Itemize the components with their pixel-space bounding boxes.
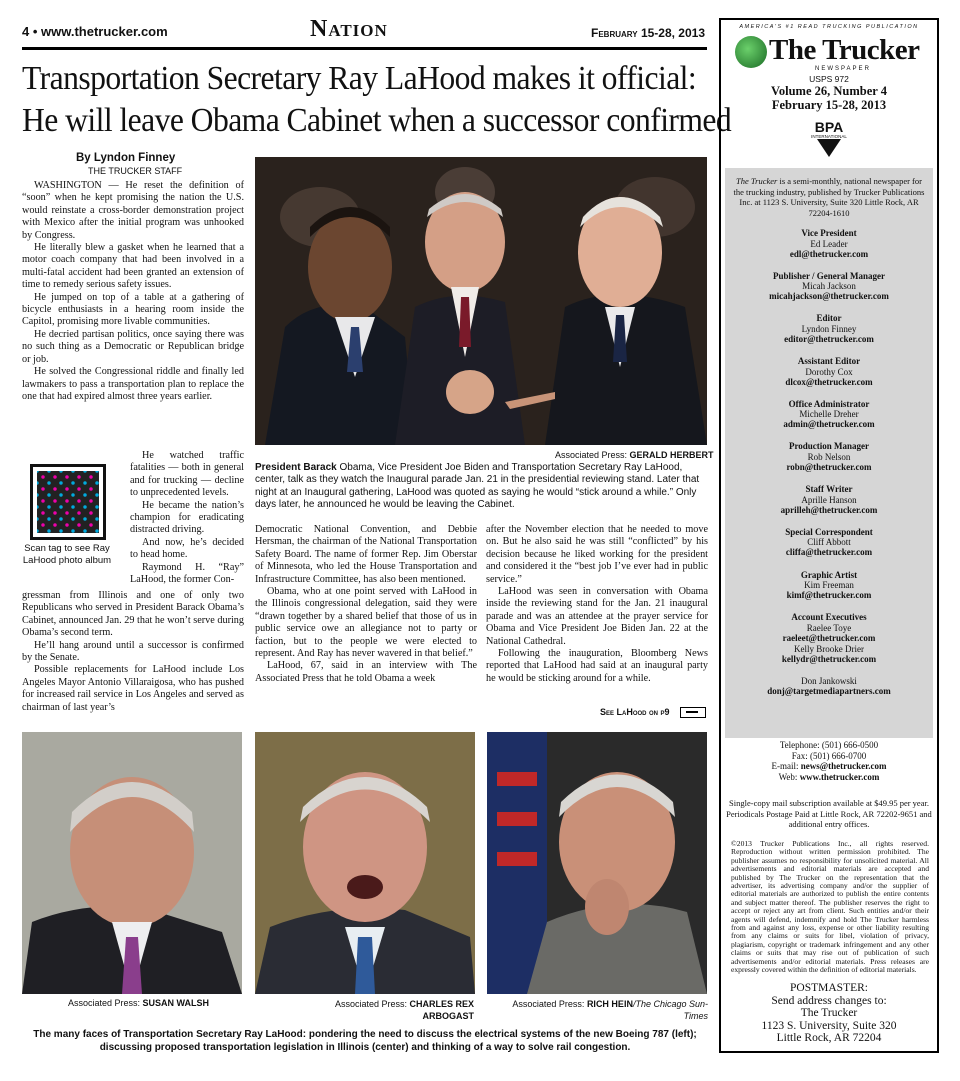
qr-caption: Scan tag to see Ray LaHood photo album	[22, 543, 112, 566]
staff-email[interactable]: admin@thetrucker.com	[783, 419, 875, 430]
paragraph: He decried partisan politics, once saying there was no such thing as a Democratic or Republican bridge or job.	[22, 328, 244, 365]
bpa-logo-icon	[809, 119, 849, 159]
staff-role: Production Manager	[788, 441, 870, 452]
caption-text: Obama, Vice President Joe Biden and Transportation Secretary Ray LaHood, center, talk as they watch the Inaugural parade Jan. 21 in the presidential reviewing stand. Later that night at an Inaugural gathering, LaHood was quoted as saying he would “stick around a while.” Only days later, he announced he would be leaving the Cabinet.	[255, 462, 700, 510]
photo-right	[487, 732, 707, 994]
staff-email[interactable]: micahjackson@thetrucker.com	[769, 291, 889, 302]
article-column-1-continued	[22, 590, 244, 714]
photo-left-credit	[68, 998, 209, 1008]
photo-left	[22, 732, 242, 994]
staff-name: Ed Leader	[810, 238, 848, 249]
article-column-1-narrow	[130, 450, 244, 586]
staff-name: Kim Freeman	[804, 580, 854, 590]
staff-role: Vice President	[801, 228, 857, 238]
photo-right-illustration	[487, 732, 707, 994]
staff-name: Cliff Abbott	[807, 537, 851, 548]
staff-item	[725, 676, 933, 704]
paragraph: He became the nation’s champion for eradicating distracted driving.	[130, 499, 244, 536]
credit-org: /The Chicago Sun-Times	[632, 999, 708, 1021]
subscription-info: Single-copy mail subscription available at $49.95 per year. Periodicals Postage Paid at Little Rock, AR 72202-9651 and additional entry offices.	[726, 798, 932, 829]
publication-intro	[731, 176, 927, 218]
paragraph: And now, he’s decided to head home.	[130, 536, 244, 561]
staff-item	[725, 612, 933, 644]
staff-role: Account Executives	[791, 612, 867, 623]
intro-publication-name: The Trucker	[736, 176, 778, 186]
staff-item	[725, 399, 933, 442]
postmaster-line: The Trucker	[800, 1007, 858, 1019]
photo-right-credit	[490, 998, 708, 1022]
staff-email[interactable]: kellydr@thetrucker.com	[781, 654, 877, 665]
masthead-sidebar	[719, 18, 939, 1053]
staff-list	[725, 228, 933, 704]
caption-lead: President Barack	[255, 462, 337, 473]
byline-staff: THE TRUCKER STAFF	[88, 166, 183, 176]
staff-email[interactable]: kimf@thetrucker.com	[786, 590, 872, 600]
paragraph: LaHood, 67, said in an interview with The Associated Press that he told Obama a week	[255, 660, 477, 684]
staff-name: Raelee Toye	[806, 622, 852, 633]
web-label: Web:	[778, 771, 800, 782]
main-photo-illustration	[255, 157, 707, 445]
paragraph: after the November election that he needed to move on. But he also said he was still “conflicted” by his decision because he liked working for the president and considered it the “best job I’ve ever had in public service.”	[486, 524, 708, 585]
globe-logo-icon	[735, 36, 767, 68]
paragraph: He watched traffic fatalities — both in general and for trucking — decline to unprecedented levels.	[130, 450, 244, 499]
headline	[22, 58, 732, 142]
intro-text: is a semi-monthly, national newspaper for the trucking industry, published by Trucker Publications Inc. at 1123 S. University, Suite 320 Little Rock, AR 72204-1610	[733, 176, 925, 218]
credit-name: GERALD HERBERT	[629, 450, 714, 460]
staff-role: Special Correspondent	[785, 526, 873, 537]
paragraph: Obama, who at one point served with LaHood in the Illinois congressional delegation, said they were “drawn together by a shared belief that those of us in public service owe an allegiance not to party or faction, but to the people we were elected to represent. And Ray has never wavered in that belief.”	[255, 586, 477, 660]
staff-item	[725, 228, 933, 271]
staff-role: Publisher / General Manager	[772, 270, 886, 281]
masthead-top	[725, 24, 933, 160]
email-line	[725, 761, 933, 772]
headline-line1: Transportation Secretary Ray LaHood makes it official:	[22, 60, 697, 97]
staff-name: Aprille Hanson	[801, 494, 857, 505]
paragraph: He literally blew a gasket when he learned that a motor coach company that had been involved in a multi-fatal accident had been granted an extension of time to remedy serious safety issues.	[22, 242, 244, 291]
photos-caption: The many faces of Transportation Secretary Ray LaHood: pondering the need to discuss the electrical systems of the new Boeing 787 (left); discussing proposed transportation legislation in Illinois (center) and thinking of a way to solve rail congestion.	[33, 1029, 697, 1053]
masthead-title: The Trucker	[769, 34, 920, 66]
photo-center	[255, 732, 475, 994]
paragraph: Possible replacements for LaHood include Los Angeles Mayor Antonio Villaraigosa, who has pushed for increased rail service in Los Angeles and served as chairman of last year’s	[22, 664, 244, 713]
staff-role: Editor	[816, 313, 842, 324]
contact-info	[725, 740, 933, 782]
staff-item	[725, 441, 933, 484]
page-number-site: 4 • www.thetrucker.com	[22, 24, 168, 39]
issue-date: February 15-28, 2013	[591, 26, 705, 40]
credit-prefix: Associated Press:	[334, 999, 410, 1009]
staff-item	[725, 484, 933, 527]
staff-email[interactable]: aprilleh@thetrucker.com	[780, 504, 878, 515]
paragraph: He jumped on top of a table at a gathering of bicycle enthusiasts in a hearing room inside the Capitol, promising more livable communities.	[22, 291, 244, 328]
staff-role: Staff Writer	[805, 484, 853, 495]
postmaster-line: 1123 S. University, Suite 320	[761, 1019, 897, 1032]
paragraph: Raymond H. “Ray” LaHood, the former Con-	[130, 561, 244, 586]
postmaster-line: Little Rock, AR 72204	[776, 1032, 882, 1044]
fax: Fax: (501) 666-0700	[791, 750, 867, 761]
staff-name: Rob Nelson	[807, 451, 851, 462]
main-photo-caption	[255, 462, 707, 511]
article-column-2	[255, 524, 477, 685]
masthead-tagline: AMERICA'S #1 READ TRUCKING PUBLICATION	[739, 24, 919, 30]
volume-info	[725, 84, 933, 112]
postmaster-info	[725, 982, 933, 1045]
photo-center-credit	[302, 998, 474, 1022]
email-link[interactable]: news@thetrucker.com	[800, 761, 887, 771]
paragraph: Following the inauguration, Bloomberg News reported that LaHood had said at an inaugural party he would be sticking around for a while.	[486, 648, 708, 684]
staff-role: Graphic Artist	[800, 569, 858, 580]
staff-email[interactable]: dlcox@thetrucker.com	[785, 376, 873, 387]
bpa-subtext: INTERNATIONAL	[811, 134, 847, 139]
article-column-1	[22, 180, 244, 403]
qr-code[interactable]	[30, 464, 106, 540]
staff-item	[725, 271, 933, 314]
staff-item	[725, 644, 933, 676]
staff-email[interactable]: editor@thetrucker.com	[784, 333, 874, 344]
email-label: E-mail:	[771, 761, 801, 771]
staff-box	[725, 168, 933, 738]
jump-link[interactable]: See LaHood on p9	[600, 707, 670, 717]
staff-email[interactable]: cliffa@thetrucker.com	[785, 547, 873, 558]
credit-name: SUSAN WALSH	[142, 998, 210, 1008]
staff-name: Kelly Brooke Drier	[794, 644, 864, 655]
staff-name: Lyndon Finney	[801, 323, 857, 334]
photo-center-illustration	[255, 732, 475, 994]
credit-name: CHARLES REX ARBOGAST	[409, 999, 474, 1021]
staff-email[interactable]: donj@targetmediapartners.com	[767, 686, 891, 697]
qr-pattern	[37, 471, 99, 533]
volume-date: February 15-28, 2013	[771, 98, 887, 112]
paragraph: LaHood was seen in conversation with Obama inside the reviewing stand for the Jan. 21 inaugural parade and was an attendee at the prayer service for Obama and Vice President Joe Biden Jan. 22 at the National Cathedral.	[486, 586, 708, 647]
web-link[interactable]: www.thetrucker.com	[799, 771, 880, 782]
credit-name: RICH HEIN	[586, 999, 633, 1009]
telephone: Telephone: (501) 666-0500	[779, 740, 879, 750]
photo-left-illustration	[22, 732, 242, 994]
bpa-text: BPA	[814, 119, 844, 135]
staff-name: Don Jankowski	[801, 676, 857, 687]
paragraph: WASHINGTON — He reset the definition of “soon” when he kept promising the nation the U.S. would reinstate a cross-border demonstration project with Mexico after the initial program was unhooked by Congress.	[22, 180, 244, 241]
paragraph: gressman from Illinois and one of only two Republicans who served in President Barack Obama’s Cabinet, announced Jan. 29 that he won’t serve during Obama’s second term.	[22, 590, 244, 639]
headline-line2: He will leave Obama Cabinet when a successor confirmed	[22, 102, 732, 139]
volume-number: Volume 26, Number 4	[771, 84, 887, 98]
credit-prefix: Associated Press:	[512, 999, 587, 1009]
section-title: Nation	[310, 16, 388, 42]
main-photo	[255, 157, 707, 445]
staff-name: Michelle Dreher	[799, 409, 859, 420]
bpa-triangle-icon	[817, 139, 841, 157]
credit-prefix: Associated Press:	[68, 998, 143, 1008]
staff-name: Dorothy Cox	[805, 366, 853, 377]
credit-prefix: Associated Press:	[555, 450, 630, 460]
staff-role: Office Administrator	[788, 398, 870, 409]
legal-notice: ©2013 Trucker Publications Inc., all rights reserved. Reproduction without written permission prohibited. The publisher assumes no responsibility for unsolicited material. All advertisements and editorial materials are accepted and published by The Trucker on the representation that the advertiser, its advertising company and/or the supplier of editorial materials are authorized to publish the entire contents and subject matter thereof. The publisher reserves the right to accept or reject any art from client. Such entities and/or their agents will defend, indemnify and hold The Trucker harmless from and against any loss, expense or other liability resulting from any claims or suits for libel, violation of privacy, plagiarism, copyright or trademark infringement and any other claims or suits that may rise out of publication of such advertisements and/or editorial materials. Press releases are expressly covered within the definition of editorial materials.	[731, 839, 929, 975]
paragraph: He solved the Congressional riddle and finally led lawmakers to pass a transportation plan to replace the one that had expired almost three years earlier.	[22, 366, 244, 402]
staff-email[interactable]: robn@thetrucker.com	[786, 461, 872, 472]
staff-item	[725, 570, 933, 613]
web-line	[725, 772, 933, 783]
staff-name: Micah Jackson	[802, 281, 856, 292]
postmaster-title: POSTMASTER:	[790, 982, 868, 994]
staff-email[interactable]: raeleet@thetrucker.com	[782, 632, 876, 643]
byline: By Lyndon Finney	[76, 152, 176, 164]
masthead-subtitle: NEWSPAPER	[815, 66, 871, 72]
paragraph: Democratic National Convention, and Debbie Hersman, the chairman of the National Transportation Safety Board. The name of former Rep. Jim Oberstar of Minnesota, who led the House Transportation and Infrastructure Committee, has also been mentioned.	[255, 524, 477, 585]
staff-item	[725, 313, 933, 356]
staff-email[interactable]: edl@thetrucker.com	[789, 248, 869, 259]
main-photo-credit	[555, 450, 714, 460]
staff-item	[725, 356, 933, 399]
staff-role: Assistant Editor	[797, 356, 861, 367]
staff-item	[725, 527, 933, 570]
usps-number: USPS 972	[809, 74, 849, 84]
paragraph: He’ll hang around until a successor is confirmed by the Senate.	[22, 639, 244, 664]
arrow-right-icon	[680, 707, 706, 718]
article-column-3	[486, 524, 708, 685]
page-header	[22, 16, 707, 50]
postmaster-line: Send address changes to:	[771, 994, 887, 1007]
